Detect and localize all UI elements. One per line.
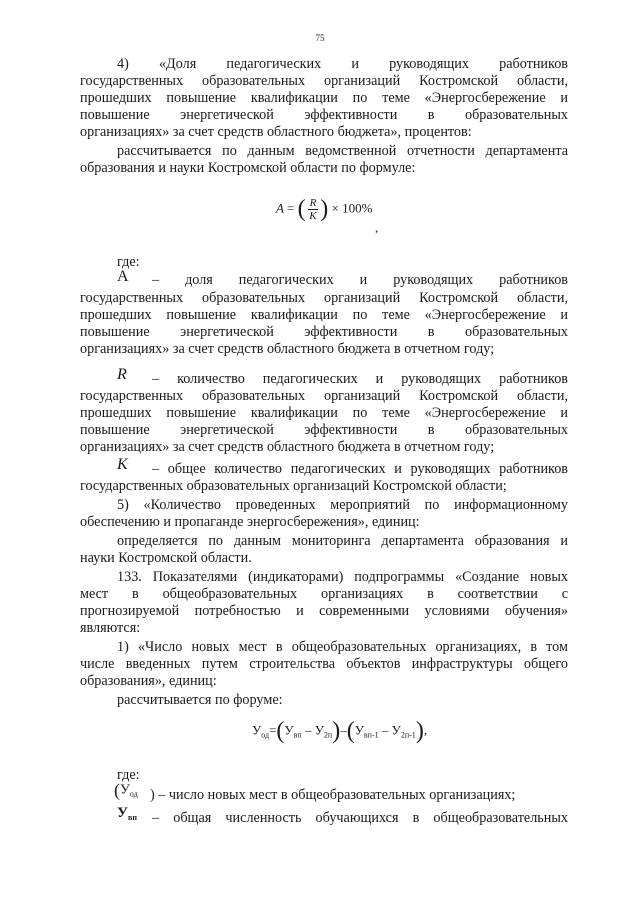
text-line: – общее количество педагогических и руководящих работников bbox=[152, 461, 568, 477]
f2-a-sub: вп bbox=[293, 730, 302, 740]
f2-minus: – bbox=[304, 722, 312, 738]
text-line: прогнозируемой потребностью и современными условиями обучения» bbox=[80, 603, 568, 619]
text-line: прошедших повышение квалификации по теме «Энергосбережение и bbox=[80, 307, 568, 323]
symbol-uod bbox=[114, 780, 138, 801]
f2-eq: = bbox=[269, 722, 277, 738]
text-line: где: bbox=[117, 767, 140, 783]
text-line: государственных образовательных организаций Костромской области; bbox=[80, 478, 507, 494]
text-line: организациях» за счет средств областного бюджета в отчетном году; bbox=[80, 439, 495, 455]
text-line: науки Костромской области. bbox=[80, 550, 252, 566]
text-line: 5) «Количество проведенных мероприятий по информационному bbox=[117, 497, 568, 513]
formula-numerator: R bbox=[309, 197, 317, 209]
f2-lhs: У bbox=[252, 722, 262, 738]
f2-d: У bbox=[391, 722, 401, 738]
formula-new-places bbox=[252, 718, 427, 745]
text-line: повышение энергетической эффективности в образовательных bbox=[80, 324, 568, 340]
f2-d-sub: 2п-1 bbox=[400, 730, 416, 740]
text-line: обеспечению и пропаганде энергосбережения», единиц: bbox=[80, 514, 420, 530]
uod-paren: ( bbox=[114, 780, 120, 800]
formula-fraction bbox=[308, 197, 319, 222]
text-line: государственных образовательных организаций Костромской области, bbox=[80, 290, 568, 306]
f2-b-sub: 2п bbox=[323, 730, 333, 740]
formula-paren-open: ( bbox=[297, 196, 306, 222]
f2-paren: ( bbox=[276, 718, 285, 744]
text-line: определяется по данным мониторинга департамента образования и bbox=[117, 533, 568, 549]
text-line: 4) «Доля педагогических и руководящих работников bbox=[117, 56, 568, 72]
f2-paren: ) bbox=[332, 718, 341, 744]
page-number: 75 bbox=[315, 33, 325, 43]
f2-c-sub: вп-1 bbox=[363, 730, 379, 740]
text-line: где: bbox=[117, 254, 140, 270]
formula-paren-close: ) bbox=[320, 196, 329, 222]
text-line: 1) «Число новых мест в общеобразовательных организациях, в том bbox=[117, 639, 568, 655]
formula-denominator: K bbox=[309, 210, 317, 222]
formula-comma: , bbox=[375, 220, 379, 235]
text-line: являются: bbox=[80, 620, 141, 636]
f2-lhs-sub: од bbox=[261, 730, 270, 740]
text-line: прошедших повышение квалификации по теме «Энергосбережение и bbox=[80, 90, 568, 106]
formula-tail: × 100% bbox=[331, 200, 373, 216]
f2-paren: ( bbox=[346, 718, 355, 744]
uod-letter: У bbox=[120, 782, 130, 798]
uvp-sub: вп bbox=[128, 813, 137, 822]
text-line: государственных образовательных организаций Костромской области, bbox=[80, 73, 568, 89]
symbol-k: K bbox=[117, 456, 128, 473]
text-line: организациях» за счет средств областного бюджета», процентов: bbox=[80, 124, 472, 140]
symbol-a: A bbox=[117, 268, 129, 285]
text-line: – количество педагогических и руководящих работников bbox=[152, 371, 568, 387]
text-line: прошедших повышение квалификации по теме «Энергосбережение и bbox=[80, 405, 568, 421]
f2-b: У bbox=[314, 722, 324, 738]
text-line: образования», единиц: bbox=[80, 673, 217, 689]
text-line: повышение энергетической эффективности в образовательных bbox=[80, 422, 568, 438]
f2-a: У bbox=[284, 722, 294, 738]
text-line: рассчитывается по форуме: bbox=[117, 692, 283, 708]
text-line: организациях» за счет средств областного бюджета в отчетном году; bbox=[80, 341, 495, 357]
formula-lhs: A bbox=[276, 200, 284, 216]
text-line: ) – число новых мест в общеобразовательных организациях; bbox=[150, 787, 516, 803]
text-line: 133. Показателями (индикаторами) подпрограммы «Создание новых bbox=[117, 569, 568, 585]
f2-minus: – bbox=[340, 722, 347, 738]
f2-comma: , bbox=[423, 722, 428, 738]
symbol-r: R bbox=[117, 366, 127, 383]
text-line: повышение энергетической эффективности в образовательных bbox=[80, 107, 568, 123]
text-line: числе введенных путем строительства объектов инфраструктуры общего bbox=[80, 656, 568, 672]
text-line: государственных образовательных организаций Костромской области, bbox=[80, 388, 568, 404]
text-line: образования и науки Костромской области по формуле: bbox=[80, 160, 416, 176]
f2-minus: – bbox=[381, 722, 389, 738]
text-line: – общая численность обучающихся в общеобразовательных bbox=[152, 810, 568, 826]
f2-c: У bbox=[354, 722, 364, 738]
f2-paren: ) bbox=[415, 718, 424, 744]
text-line: мест в общеобразовательных организациях в соответствии с bbox=[80, 586, 568, 602]
formula-share bbox=[276, 196, 372, 223]
text-line: – доля педагогических и руководящих работников bbox=[152, 272, 568, 288]
text-line: рассчитывается по данным ведомственной отчетности департамента bbox=[117, 143, 568, 159]
uvp-letter: У bbox=[117, 805, 129, 821]
formula-equals: = bbox=[286, 200, 295, 216]
uod-sub: од bbox=[129, 789, 138, 799]
symbol-uvp bbox=[117, 805, 137, 822]
